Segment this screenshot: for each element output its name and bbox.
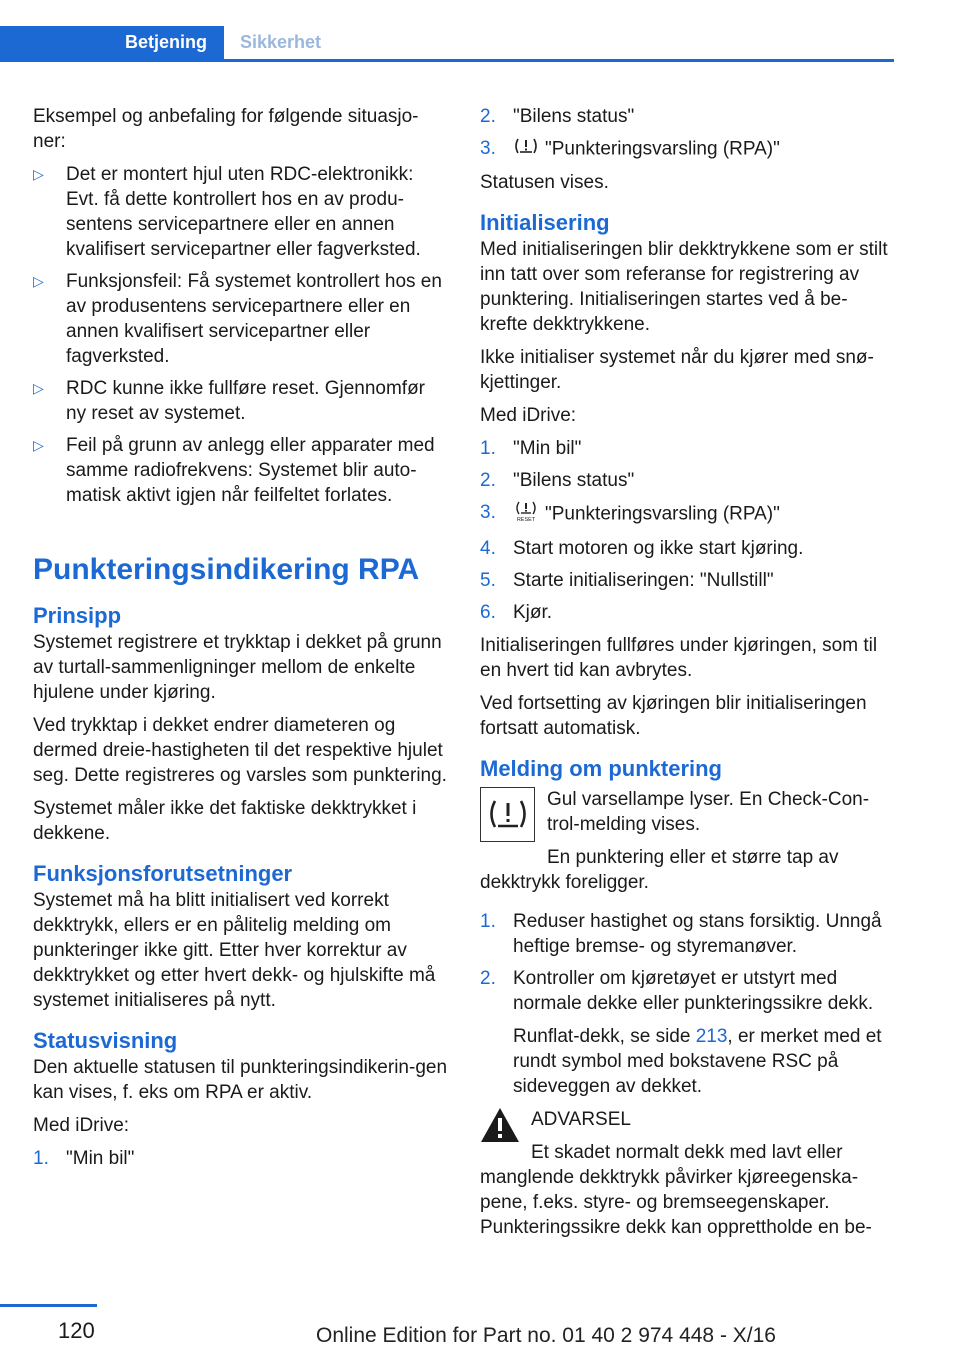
funksjon-heading: Funksjonsforutsetninger <box>33 861 293 886</box>
list-item: ▷ RDC kunne ikke fullføre reset. Gjennomfør ny reset av systemet. <box>33 378 426 424</box>
init-steps <box>480 436 894 625</box>
tab-underline <box>0 59 894 62</box>
step-number: 1. <box>33 1148 49 1169</box>
init-heading: Initialisering <box>480 210 610 235</box>
list-item: ▷ Feil på grunn av anlegg eller apparater med samme radiofrekvens: Systemet blir auto-matisk aktivt igjen når feilfeltet forlates. <box>33 435 435 506</box>
melding-paragraph-2b: dekktrykk foreligger. <box>480 872 649 893</box>
page-link[interactable]: 213 <box>695 1026 728 1047</box>
prinsipp-paragraph-2: Ved trykktap i dekket endrer diameteren og dermed dreie-hastigheten til det respektive hjulet seg. Dette registreres og varsles som punktering. <box>33 715 447 786</box>
list-item: 1. "Min bil" <box>480 438 582 459</box>
list-item: 2. Kontroller om kjøretøyet er utstyrt med normale dekke eller punkteringssikre dekk. Runflat-dekk, se side 213, er merket med et rundt symbol med bokstavene RSC på sideveggen av dekket. <box>480 966 894 1099</box>
idrive-label: Med iDrive: <box>33 1115 130 1136</box>
tire-reset-icon <box>513 500 539 529</box>
status-paragraph: Den aktuelle statusen til punkteringsindikerin-gen kan vises, f. eks om RPA er aktiv. <box>33 1057 448 1103</box>
list-item: 1. Reduser hastighet og stans forsiktig. Unngå heftige bremse- og styremanøver. <box>480 911 882 957</box>
melding-paragraph-2a: En punktering eller et større tap av <box>547 847 839 868</box>
status-steps <box>33 1146 448 1171</box>
init-paragraph-3: Initialiseringen fullføres under kjøringen, som til en hvert tid kan avbrytes. <box>480 635 878 681</box>
init-paragraph-1: Med initialiseringen blir dekktrykkene som er stilt inn tatt over som referanse for registrering av punktering. Initialiseringen startes ved å be-krefte dekktrykkene. <box>480 239 888 335</box>
triangle-bullet-icon: ▷ <box>33 166 44 182</box>
warning-paragraph-2: manglende dekktrykk påvirker kjøreegenska-pene, f.eks. styre- og bremseegenskaper. Punkteringssikre dekk kan opprettholde en be- <box>480 1167 872 1238</box>
list-item: 3. "Punkteringsvarsling (RPA)" <box>480 136 894 163</box>
list-item: 2. "Bilens status" <box>480 470 635 491</box>
situation-list <box>33 162 448 508</box>
status-shown-text: Statusen vises. <box>480 172 609 193</box>
list-item: 2. "Bilens status" <box>480 106 635 127</box>
init-paragraph-2: Ikke initialiser systemet når du kjører med snø-kjettinger. <box>480 347 874 393</box>
prinsipp-paragraph-3: Systemet måler ikke det faktiske dekktrykket i dekkene. <box>33 798 417 844</box>
status-heading: Statusvisning <box>33 1028 178 1053</box>
warning-title: ADVARSEL <box>531 1109 631 1130</box>
list-item: 1. "Min bil" <box>33 1148 135 1169</box>
prinsipp-paragraph-1: Systemet registrere et trykktap i dekket på grunn av turtall-sammenligninger mellom de enkelte hjulene under kjøring. <box>33 632 442 703</box>
runflat-note: Runflat-dekk, se side 213, er merket med et rundt symbol med bokstavene RSC på sideveggen av dekket. <box>513 1026 882 1097</box>
list-item: 5. Starte initialiseringen: "Nullstill" <box>480 570 774 591</box>
melding-paragraph-1: Gul varsellampe lyser. En Check-Con-trol-melding vises. <box>547 789 870 835</box>
tire-warning-icon <box>513 136 539 163</box>
list-item: ▷ Det er montert hjul uten RDC-elektronikk: Evt. få dette kontrollert hos en av produ-sentens servicepartnere eller en annen kvalifisert servicepartner eller fagverksted. <box>33 164 421 260</box>
idrive-label: Med iDrive: <box>480 405 577 426</box>
page-number-rule <box>0 1304 97 1307</box>
tab-sikkerhet[interactable]: Sikkerhet <box>240 32 322 52</box>
tire-warning-block <box>480 787 894 895</box>
right-column <box>480 104 894 1248</box>
status-steps-cont <box>480 104 894 163</box>
list-item: 4. Start motoren og ikke start kjøring. <box>480 538 804 559</box>
warning-block <box>480 1107 894 1240</box>
svg-text:RESET: RESET <box>516 517 536 522</box>
prinsipp-heading: Prinsipp <box>33 603 122 628</box>
funksjon-paragraph: Systemet må ha blitt initialisert ved korrekt dekktrykk, ellers er en pålitelig melding om punkteringer ikke gitt. Etter hver korrektur av dekktrykket og etter hvert dekk- og hjulskifte må systemet initialiseres på nytt. <box>33 890 436 1011</box>
section-title: Punkteringsindikering RPA <box>33 553 420 586</box>
triangle-bullet-icon: ▷ <box>33 437 44 453</box>
melding-steps <box>480 909 894 1099</box>
list-item: 3. RESET "Punkteringsvarsling (RPA)" <box>480 500 894 529</box>
chapter-tabbar <box>0 26 894 62</box>
page-number: 120 <box>58 1318 95 1343</box>
init-paragraph-4: Ved fortsetting av kjøringen blir initialiseringen fortsatt automatisk. <box>480 693 867 739</box>
tab-betjening[interactable]: Betjening <box>0 26 224 59</box>
footer-edition: Online Edition for Part no. 01 40 2 974 448 - X/16 <box>316 1324 776 1347</box>
triangle-bullet-icon: ▷ <box>33 380 44 396</box>
left-column <box>33 104 448 1179</box>
melding-heading: Melding om punktering <box>480 756 722 781</box>
list-item: ▷ Funksjonsfeil: Få systemet kontrollert hos en av produsentens servicepartnere eller en annen kvalifisert servicepartner eller fagverksted. <box>33 271 442 367</box>
tire-pressure-warning-icon <box>480 787 535 842</box>
intro-text: Eksempel og anbefaling for følgende situasjo-ner: <box>33 106 419 152</box>
list-item: 6. Kjør. <box>480 602 553 623</box>
warning-triangle-icon <box>480 1107 520 1150</box>
triangle-bullet-icon: ▷ <box>33 273 44 289</box>
warning-paragraph-1: Et skadet normalt dekk med lavt eller <box>531 1142 843 1163</box>
